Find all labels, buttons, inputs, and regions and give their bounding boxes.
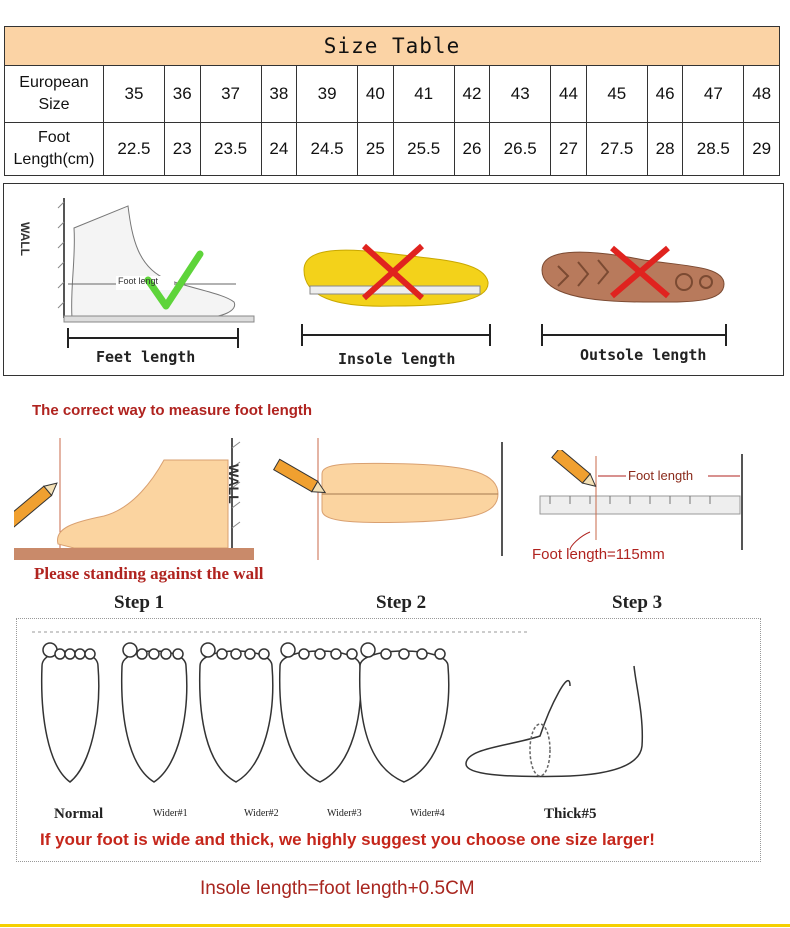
foot-length-cell: 28.5 bbox=[683, 123, 744, 176]
outsole-length-caption: Outsole length bbox=[580, 346, 707, 364]
foot-sole-outline bbox=[360, 651, 449, 782]
toe-outline bbox=[399, 649, 409, 659]
foot-sole-outline bbox=[280, 651, 361, 782]
toe-outline bbox=[299, 649, 309, 659]
wall-label-side: WALL bbox=[226, 464, 242, 504]
toe-outline bbox=[281, 643, 295, 657]
label-wider-4: Wider#4 bbox=[410, 808, 445, 819]
foot-length-cell: 23 bbox=[164, 123, 200, 176]
toe-outline bbox=[123, 643, 137, 657]
foot-length-cell: 27.5 bbox=[586, 123, 647, 176]
size-table-title: Size Table bbox=[5, 27, 780, 66]
foot-length-tag: Foot lengt bbox=[118, 276, 159, 286]
european-size-cell: 47 bbox=[683, 66, 744, 123]
european-size-cell: 45 bbox=[586, 66, 647, 123]
insole-formula: Insole length=foot length+0.5CM bbox=[200, 878, 475, 899]
foot-length-cell: 29 bbox=[744, 123, 780, 176]
label-thick-5: Thick#5 bbox=[544, 806, 597, 822]
toe-outline bbox=[65, 649, 75, 659]
correct-way-title: The correct way to measure foot length bbox=[32, 402, 313, 419]
wall-label: WALL bbox=[18, 222, 32, 256]
label-wider-3: Wider#3 bbox=[327, 808, 362, 819]
european-size-cell: 35 bbox=[104, 66, 165, 123]
toe-outline bbox=[85, 649, 95, 659]
foot-width-illustrations bbox=[30, 626, 760, 802]
european-size-cell: 40 bbox=[358, 66, 394, 123]
european-size-label: European Size bbox=[5, 66, 104, 123]
feet-length-caption: Feet length bbox=[96, 348, 196, 366]
toe-outline bbox=[217, 649, 227, 659]
foot-length-cell: 25 bbox=[358, 123, 394, 176]
foot-length-label: Foot Length(cm) bbox=[5, 123, 104, 176]
european-size-cell: 48 bbox=[744, 66, 780, 123]
toe-outline bbox=[435, 649, 445, 659]
european-size-cell: 46 bbox=[647, 66, 683, 123]
toe-outline bbox=[149, 649, 159, 659]
european-size-cell: 38 bbox=[261, 66, 297, 123]
foot-length-cell: 23.5 bbox=[200, 123, 261, 176]
european-size-cell: 39 bbox=[297, 66, 358, 123]
european-size-cell: 41 bbox=[393, 66, 454, 123]
toe-outline bbox=[361, 643, 375, 657]
toe-outline bbox=[315, 649, 325, 659]
foot-length-cell: 26 bbox=[454, 123, 490, 176]
size-advice: If your foot is wide and thick, we highly suggest you choose one size larger! bbox=[40, 830, 655, 849]
stand-note: Please standing against the wall bbox=[34, 564, 264, 583]
label-normal: Normal bbox=[54, 806, 104, 822]
toe-outline bbox=[231, 649, 241, 659]
feet-length-illustration bbox=[28, 198, 268, 348]
foot-length-ruler-label: Foot length bbox=[628, 468, 694, 483]
measurement-panel bbox=[3, 183, 784, 376]
european-size-cell: 43 bbox=[490, 66, 551, 123]
top-foot-illustration bbox=[272, 438, 518, 560]
foot-length-cell: 26.5 bbox=[490, 123, 551, 176]
toe-outline bbox=[381, 649, 391, 659]
foot-length-cell: 27 bbox=[551, 123, 587, 176]
european-size-cell: 44 bbox=[551, 66, 587, 123]
european-size-cell: 42 bbox=[454, 66, 490, 123]
toe-outline bbox=[75, 649, 85, 659]
foot-length-value: Foot length=115mm bbox=[532, 546, 665, 563]
toe-outline bbox=[417, 649, 427, 659]
label-wider-2: Wider#2 bbox=[244, 808, 279, 819]
toe-outline bbox=[347, 649, 357, 659]
step-1-label: Step 1 bbox=[114, 592, 165, 613]
european-size-cell: 37 bbox=[200, 66, 261, 123]
foot-sole-outline bbox=[200, 651, 273, 782]
outsole-illustration bbox=[534, 240, 734, 352]
toe-outline bbox=[55, 649, 65, 659]
label-wider-1: Wider#1 bbox=[153, 808, 188, 819]
foot-length-cell: 28 bbox=[647, 123, 683, 176]
toe-outline bbox=[259, 649, 269, 659]
toe-outline bbox=[245, 649, 255, 659]
insole-illustration bbox=[294, 240, 504, 352]
foot-length-cell: 24.5 bbox=[297, 123, 358, 176]
ruler-illustration bbox=[530, 450, 758, 560]
foot-sole-outline bbox=[42, 651, 99, 782]
bottom-accent-line bbox=[0, 924, 790, 927]
foot-length-cell: 24 bbox=[261, 123, 297, 176]
toe-outline bbox=[331, 649, 341, 659]
size-table bbox=[4, 26, 780, 176]
toe-outline bbox=[161, 649, 171, 659]
step-3-label: Step 3 bbox=[612, 592, 663, 613]
foot-sole-outline bbox=[122, 651, 187, 782]
step-2-label: Step 2 bbox=[376, 592, 427, 613]
toe-outline bbox=[201, 643, 215, 657]
foot-length-cell: 22.5 bbox=[104, 123, 165, 176]
toe-outline bbox=[137, 649, 147, 659]
foot-length-cell: 25.5 bbox=[393, 123, 454, 176]
european-size-cell: 36 bbox=[164, 66, 200, 123]
toe-outline bbox=[173, 649, 183, 659]
insole-length-caption: Insole length bbox=[338, 350, 456, 368]
